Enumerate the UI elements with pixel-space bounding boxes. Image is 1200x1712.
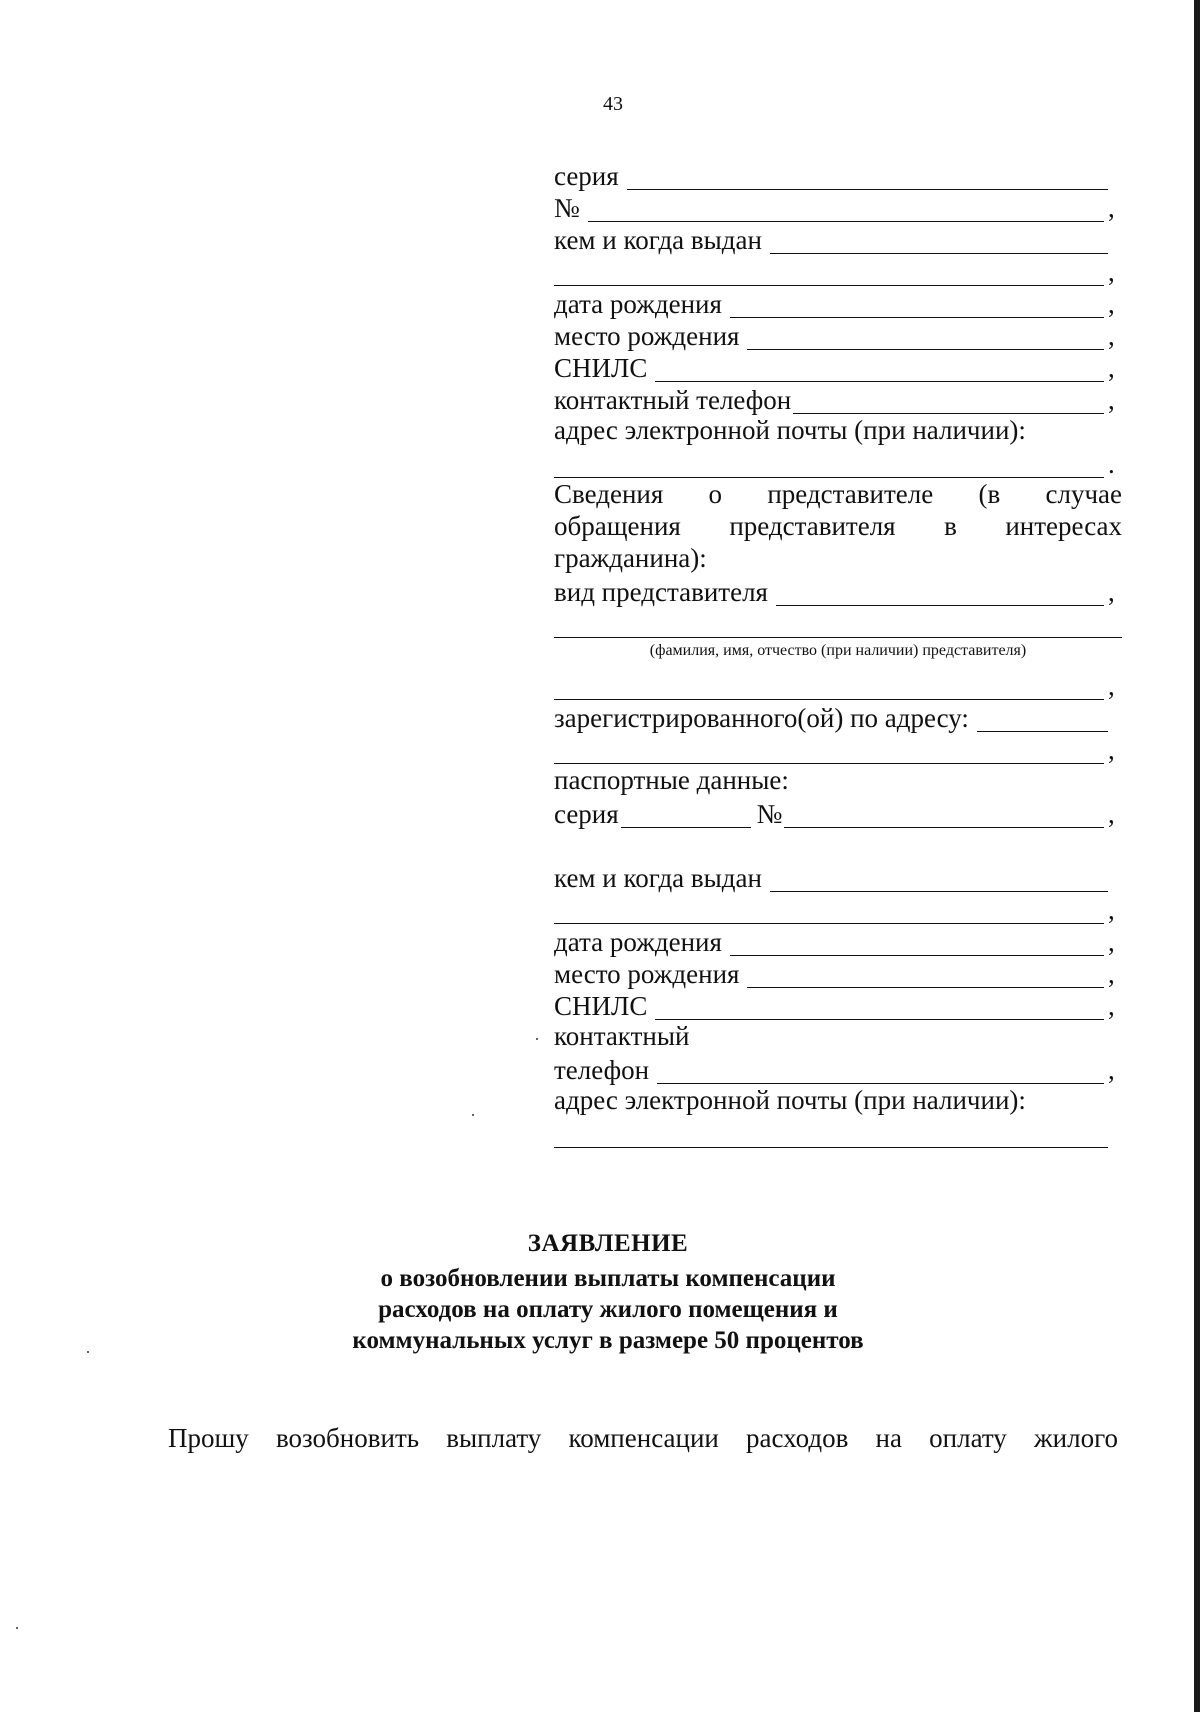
issued-by-field[interactable]	[770, 231, 1108, 254]
statement-body-text: Прошу возобновить выплату компенсации расходов на оплату жилого	[168, 1423, 1118, 1453]
representative-type-row	[554, 574, 1122, 606]
registered-continuation-row	[554, 732, 1122, 764]
series-row	[554, 158, 1122, 190]
registered-row	[554, 700, 1122, 732]
registered-label: зарегистрированного(ой) по адресу:	[554, 703, 969, 733]
scan-speck	[16, 1627, 18, 1629]
comma: ,	[1108, 895, 1115, 925]
document-title-line1: о возобновлении выплаты компенсации	[380, 1265, 836, 1292]
representative-phone-row	[554, 1052, 1122, 1084]
page-edge-shadow	[1194, 0, 1200, 1712]
representative-issued-by-label: кем и когда выдан	[554, 863, 762, 893]
issued-by-continuation-row	[554, 254, 1122, 286]
phone-label: контактный телефон	[554, 385, 792, 415]
representative-number-label: №	[756, 799, 783, 829]
representative-birth-place-label: место рождения	[554, 959, 740, 989]
registered-field-continued[interactable]	[554, 741, 1104, 764]
representative-issued-by-field-continued[interactable]	[554, 901, 1104, 924]
document-title-line2: расходов на оплату жилого помещения и	[378, 1296, 838, 1323]
comma: ,	[1108, 959, 1115, 989]
issued-by-label: кем и когда выдан	[554, 225, 762, 255]
comma: ,	[1108, 385, 1115, 415]
birth-date-field[interactable]	[730, 295, 1104, 318]
scan-speck	[87, 1351, 89, 1353]
representative-intro-line3: гражданина):	[554, 543, 707, 573]
comma: ,	[1108, 991, 1115, 1021]
page-number: 43	[603, 93, 623, 115]
representative-series-field[interactable]	[621, 805, 751, 828]
representative-name-caption: (фамилия, имя, отчество (при наличии) представителя)	[649, 642, 1027, 659]
representative-intro-line2: обращения представителя в интересах	[554, 511, 1122, 541]
comma: ,	[1108, 577, 1115, 607]
representative-name-continuation-row	[554, 668, 1122, 700]
representative-name-field[interactable]	[554, 615, 1122, 638]
snils-label: СНИЛС	[554, 353, 648, 383]
representative-birth-place-field[interactable]	[747, 965, 1104, 988]
representative-email-label: адрес электронной почты (при наличии):	[554, 1085, 1026, 1115]
number-label: №	[554, 193, 580, 223]
representative-series-label: серия	[554, 799, 619, 829]
birth-place-label: место рождения	[554, 321, 740, 351]
representative-snils-label: СНИЛС	[554, 991, 648, 1021]
comma: ,	[1108, 671, 1115, 701]
number-field[interactable]	[588, 199, 1104, 222]
email-field[interactable]	[554, 455, 1104, 478]
representative-email-field[interactable]	[554, 1125, 1108, 1148]
representative-birth-place-row	[554, 956, 1122, 988]
snils-row	[554, 350, 1122, 382]
representative-email-row	[554, 1116, 1122, 1148]
representative-birth-date-label: дата рождения	[554, 927, 722, 957]
number-row	[554, 190, 1122, 222]
representative-intro-line1: Сведения о представителе (в случае	[554, 479, 1122, 509]
representative-snils-field[interactable]	[655, 997, 1104, 1020]
comma: ,	[1108, 353, 1115, 383]
snils-field[interactable]	[655, 359, 1104, 382]
issued-by-field-continued[interactable]	[554, 263, 1104, 286]
representative-snils-row	[554, 988, 1122, 1020]
scan-speck	[536, 1038, 538, 1040]
phone-field[interactable]	[793, 391, 1104, 414]
representative-type-field[interactable]	[776, 583, 1104, 606]
comma: ,	[1108, 257, 1115, 287]
comma: ,	[1108, 1055, 1115, 1085]
phone-row	[554, 382, 1122, 414]
document-heading: ЗАЯВЛЕНИЕ	[527, 1230, 689, 1257]
representative-birth-date-row	[554, 924, 1122, 956]
comma: ,	[1108, 735, 1115, 765]
representative-phone-label-line2: телефон	[554, 1055, 650, 1085]
birth-place-field[interactable]	[747, 327, 1104, 350]
representative-series-number-row	[554, 796, 1122, 828]
representative-phone-field[interactable]	[657, 1061, 1104, 1084]
comma: ,	[1108, 927, 1115, 957]
representative-type-label: вид представителя	[554, 577, 768, 607]
birth-place-row	[554, 318, 1122, 350]
document-title-line3: коммунальных услуг в размере 50 процентов	[352, 1327, 864, 1354]
scan-speck	[472, 1114, 474, 1116]
registered-field[interactable]	[977, 709, 1108, 732]
email-label: адрес электронной почты (при наличии):	[554, 415, 1026, 445]
issued-by-row	[554, 222, 1122, 254]
representative-phone-label-line1: контактный	[554, 1021, 690, 1051]
representative-name-field-continued[interactable]	[554, 677, 1104, 700]
passport-label: паспортные данные:	[554, 765, 789, 795]
series-label: серия	[554, 161, 619, 191]
representative-issued-by-row	[554, 860, 1122, 892]
birth-date-label: дата рождения	[554, 289, 722, 319]
representative-name-row	[554, 606, 1122, 638]
document-title-block	[0, 1228, 1200, 1356]
representative-birth-date-field[interactable]	[730, 933, 1104, 956]
representative-issued-by-field[interactable]	[770, 869, 1108, 892]
comma: ,	[1108, 289, 1115, 319]
birth-date-row	[554, 286, 1122, 318]
representative-issued-by-continuation-row	[554, 892, 1122, 924]
comma: ,	[1108, 321, 1115, 351]
representative-number-field[interactable]	[784, 805, 1104, 828]
comma: ,	[1108, 799, 1115, 829]
email-row	[554, 446, 1122, 478]
comma: ,	[1108, 193, 1115, 223]
period: .	[1108, 449, 1115, 479]
series-field[interactable]	[627, 167, 1108, 190]
applicant-form	[554, 158, 1122, 1148]
